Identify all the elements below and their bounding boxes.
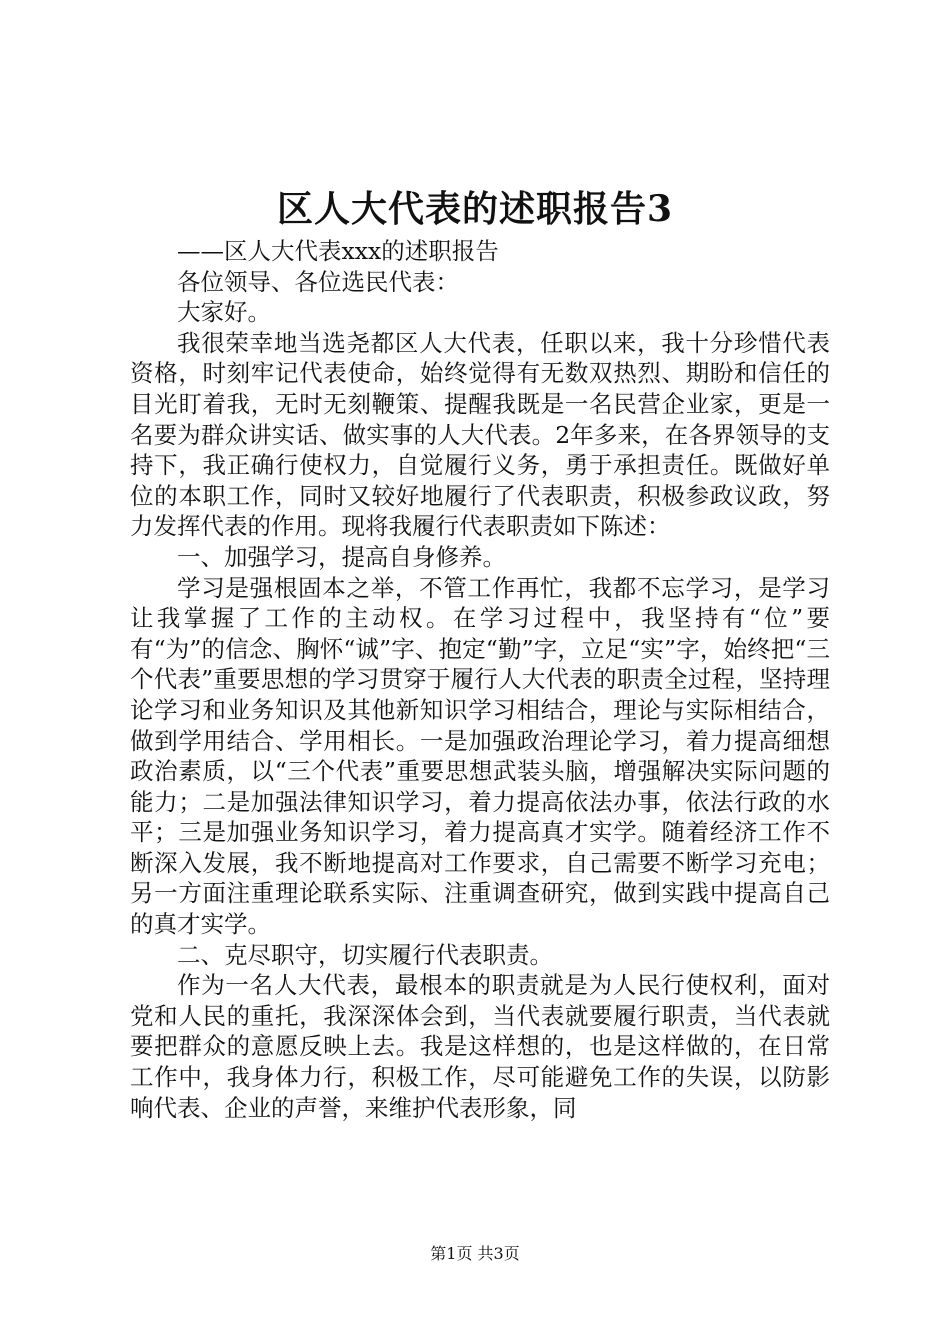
subtitle-line: ——区人大代表xxx的述职报告 [177, 237, 499, 265]
body-paragraph: 学习是强根固本之举，不管工作再忙，我都不忘学习，是学习让我掌握了工作的主动权。在学习过程中，我坚持有“位”要有“为”的信念、胸怀“诚”字、抱定“勤”字，立足“实”字，始终把“三个代表”重要思想的学习贯穿于履行人大代表的职责全过程，坚持理论学习和业务知识及其他新知识学习相结合，理论与实际相结合，做到学用结合、学用相长。一是加强政治理论学习，着力提高细想政治素质，以“三个代表”重要思想武装头脑，增强解决实际问题的能力；二是加强法律知识学习，着力提高依法办事，依法行政的水平；三是加强业务知识学习，着力提高真才实学。随着经济工作不断深入发展，我不断地提高对工作要求，自己需要不断学习充电；另一方面注重理论联系实际、注重调查研究，做到实践中提高自己的真才实学。 [130, 573, 830, 939]
body-paragraph: 作为一名人大代表，最根本的职责就是为人民行使权利，面对党和人民的重托，我深深体会到，当代表就要履行职责，当代表就要把群众的意愿反映上去。我是这样想的，也是这样做的，在日常工作中，我身体力行，积极工作，尽可能避免工作的失误，以防影响代表、企业的声誉，来维护代表形象，同 [130, 971, 830, 1122]
section-heading: 二、克尽职守，切实履行代表职责。 [177, 940, 553, 969]
section-heading: 一、加强学习，提高自身修养。 [177, 542, 506, 571]
greeting-line: 大家好。 [177, 298, 271, 327]
page-number-footer: 第1页 共3页 [430, 1244, 520, 1263]
document-body [130, 236, 830, 1123]
document-title: 区人大代表的述职报告3 [276, 188, 674, 230]
salutation-line: 各位领导、各位选民代表： [177, 267, 459, 296]
body-paragraph: 我很荣幸地当选尧都区人大代表，任职以来，我十分珍惜代表资格，时刻牢记代表使命，始终觉得有无数双热烈、期盼和信任的目光盯着我，无时无刻鞭策、提醒我既是一名民营企业家，更是一名要为群众讲实话、做实事的人大代表。2年多来，在各界领导的支持下，我正确行使权力，自觉履行义务，勇于承担责任。既做好单位的本职工作，同时又较好地履行了代表职责，积极参政议政，努力发挥代表的作用。现将我履行代表职责如下陈述： [130, 328, 830, 541]
